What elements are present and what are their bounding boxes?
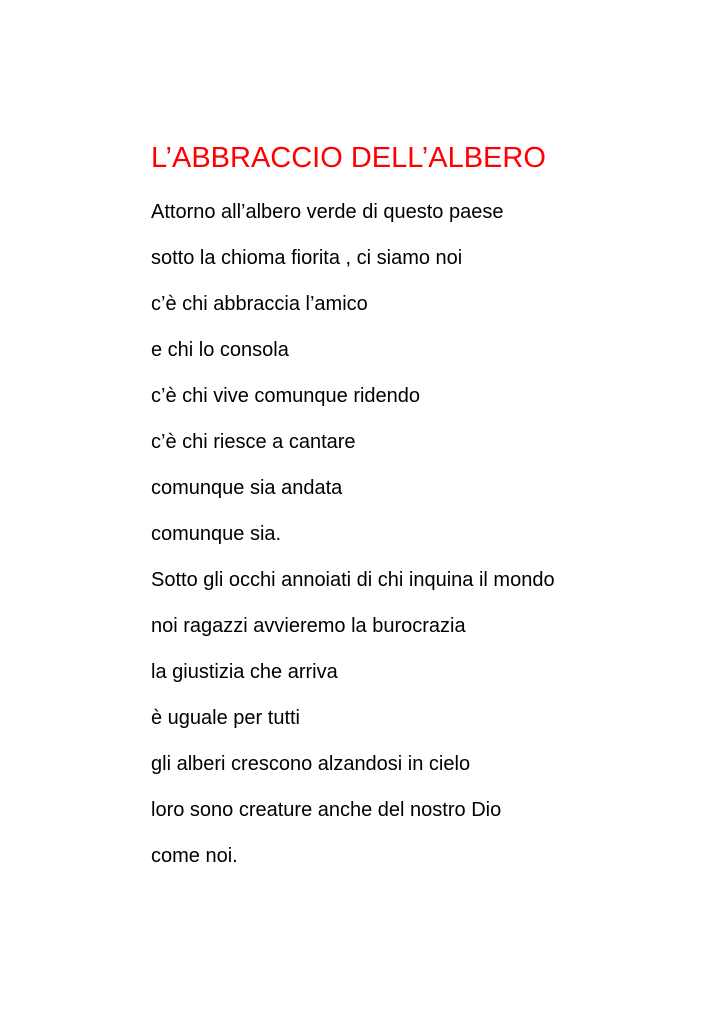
poem-line: comunque sia andata — [151, 477, 343, 499]
poem-line: sotto la chioma fiorita , ci siamo noi — [151, 247, 463, 269]
poem-line: c’è chi vive comunque ridendo — [151, 385, 421, 407]
poem-line: la giustizia che arriva — [151, 661, 338, 683]
poem-line: e chi lo consola — [151, 339, 289, 361]
poem-title: L’ABBRACCIO DELL’ALBERO — [151, 142, 546, 174]
poem-line: come noi. — [151, 845, 238, 867]
poem-line: è uguale per tutti — [151, 707, 300, 729]
poem-body — [151, 189, 555, 879]
poem-line: noi ragazzi avvieremo la burocrazia — [151, 615, 466, 637]
poem-line: loro sono creature anche del nostro Dio — [151, 799, 502, 821]
poem-line: comunque sia. — [151, 523, 282, 545]
poem-line: gli alberi crescono alzandosi in cielo — [151, 753, 471, 775]
poem-line: Sotto gli occhi annoiati di chi inquina il mondo — [151, 569, 555, 591]
poem-line: c’è chi riesce a cantare — [151, 431, 356, 453]
poem-line: Attorno all’albero verde di questo paese — [151, 201, 504, 223]
poem-line: c’è chi abbraccia l’amico — [151, 293, 368, 315]
